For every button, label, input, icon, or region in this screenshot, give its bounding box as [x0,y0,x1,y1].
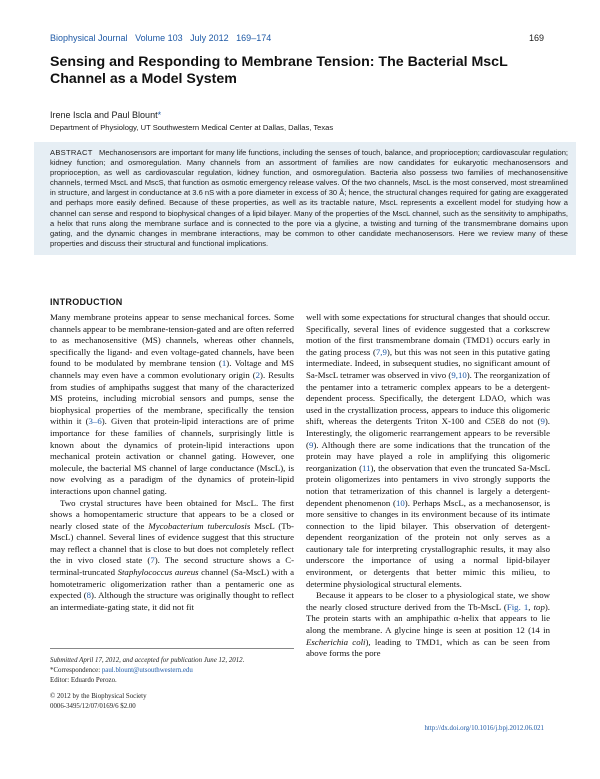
article-title: Sensing and Responding to Membrane Tension: The Bacterial MscL Channel as a Model System [50,54,508,87]
body-column-left [50,312,294,613]
abstract-label: ABSTRACT [50,148,93,157]
species-name: Escherichia coli [306,636,366,647]
citation-link[interactable]: 2 [255,369,261,380]
running-header [50,33,544,47]
citation-link[interactable]: 9 [308,439,314,450]
journal-date: July 2012 [190,33,229,43]
citation-link[interactable]: 9 [540,416,545,427]
citation-link[interactable]: 10 [395,497,405,508]
text-run: ). Perhaps MscL, as a mechanosensor, is more sensitive to changes in its environment because of its intimate connection to the lipid bilayer. This observation of detergent-dependent reorganization of the protein not only serves as a cautionary tale for interpreting crystallographic results, it may also underscore the importance of using a normal lipid-bilayer environment, or detergents that better mimic this milieu, to determine physiological structural elements. [306,497,551,589]
text-run: ). The second structure shows a C-terminal-truncated [50,555,294,578]
species-name: Mycobacterium tuberculosis [148,520,251,531]
body-column-right [306,312,550,660]
citation-link[interactable]: 7 [150,555,155,566]
citation-link[interactable]: 7,9 [375,346,387,357]
text-run: ), leading to TMD1, which as can be seen from above forms the pore [306,636,550,659]
journal-volume: Volume 103 [135,33,183,43]
text-run: channel (Sa-MscL) with a homotetrameric oligomerization rather than a pentameric one as expected ( [50,567,294,601]
citation-link[interactable]: 11 [362,462,371,473]
text-run: ). Given that protein-lipid interactions are of prime importance for these families of channels, surprisingly little is known about the dynamics of protein-lipid interactions upon mechanical protein activation or channel gating. However, one molecule, the bacterial MS channel of large conductance (MscL), is now evolving as a paradigm of the dynamics of protein-lipid interactions upon channel gating. [50,416,295,496]
paragraph [50,312,294,498]
text-run: , [528,601,534,612]
editor-line: Editor: Eduardo Perozo. [50,677,117,685]
page-number: 169 [528,33,544,43]
text-run: ). Although the structure was originally thought to reflect an intermediate-gating state, it did not fit [50,590,294,612]
affiliation: Department of Physiology, UT Southwestern Medical Center at Dallas, Dallas, Texas [50,123,334,132]
doi-link[interactable]: http://dx.doi.org/10.1016/j.bpj.2012.06.021 [424,725,544,732]
journal-name: Biophysical Journal [50,33,128,43]
text-run: ). The reorganization of the pentamer into a tetrameric complex appears to be a detergent-dependent process. Specifically, the detergent LDAO, which was used in the crystallization process, appears to induce this oligomeric shift, whereas the detergents Triton X-100 and C5E8 do not ( [306,369,550,427]
figure-link[interactable]: Fig. 1 [506,601,529,612]
text-run: ). Voltage and MS channels may even have a common evolutionary origin ( [50,358,294,380]
text-run: well with some expectations for structural changes that should occur. Specifically, several lines of evidence suggested that a corkscrew motion of the first transmembrane domain (TMD1) occurs early in the gating process ( [306,312,550,357]
abstract-text: Mechanosensors are important for many life functions, including the senses of touch, balance, and proprioception; cardiovascular regulation; kidney function; and osmoregulation. Many channels from an assortment of families are now candidates for eukaryotic mechanosensors and proprioception, as well as cardiovascular regulation, kidney function, and osmoregulation. Bacteria also possess two families of mechanosensitive channels, termed MscL and MscS, that function as osmotic emergency release valves. Of the two channels, MscL is the most conserved, most streamlined in structure, and largest in conductance at 3.6 nS with a pore diameter in excess of 30 Å; hence, the structural changes required for gating are exaggerated and perhaps more easily defined. Because of these properties, as well as its tractable nature, MscL represents a excellent model for studying how a channel can sense and respond to biophysical changes of a lipid bilayer. Many of the properties of the MscL channel, such as the sensitivity to amphipaths, a helix that runs along the membrane surface and is connected to the pore via a glycine, a twisting and turning of the transmembrane domains upon gating, and the dynamic changes in membrane interactions, may be common to other candidate mechanosensors. Here we review many of these properties and discuss their structural and functional implications. [50,148,569,248]
author-line [50,110,161,120]
citation-link[interactable]: 3–6 [88,416,102,427]
paragraph [50,498,294,614]
correspondence [50,666,294,676]
text-run: Two crystal structures have been obtained for MscL. The first shows a homopentameric structure that appears to be a closed or nearly closed state of the [50,497,294,531]
correspondence-label: *Correspondence: [50,667,102,675]
footnotes [50,648,294,712]
text-run: MscL (Tb-MscL) channel. Several lines of evidence suggest that this structure may reflect a channel that is close to but does not completely reflect the in vivo closed state ( [50,520,294,566]
copyright-line: © 2012 by the Biophysical Society [50,692,147,700]
correspondence-email[interactable]: paul.blount@utsouthwestern.edu [101,667,193,675]
journal-pages: 169–174 [236,33,272,43]
text-run: ), the observation that even the truncated Sa-MscL protein oligomerizes into pentamers in vivo strongly supports the notion that tetramerization of this channel is largely a detergent-dependent phenomenon ( [306,462,550,508]
citation-link[interactable]: 9,10 [451,369,467,380]
emphasis: top [533,601,545,612]
text-run: ), but this was not seen in this putative gating intermediate. Indeed, in subsequent studies, no significant amount of Sa-MscL tetramer was observed in vivo ( [306,346,550,380]
text-run: ). Interestingly, the oligomeric rearrangement appears to be reversible ( [306,416,550,450]
citation-link[interactable]: 8 [86,590,92,601]
paragraph [306,590,550,660]
text-run: Many membrane proteins appear to sense mechanical forces. Some channels appear to be membrane-tension-gated and are often referred to as mechanosensitive (MS) channels, whereas other channels, specifically the ligand- and even voltage-gated channels, have been found to be modulated by membrane tension ( [50,312,294,369]
author-names: Irene Iscla and Paul Blount [50,110,158,120]
abstract-box [34,142,576,255]
submission-text: Submitted April 17, 2012, and accepted for publication June 12, 2012. [50,657,245,664]
section-heading: INTRODUCTION [50,297,123,307]
citation-link[interactable]: 1 [221,358,227,369]
text-run: Because it appears to be closer to a physiological state, we show the nearly closed structure derived from the Tb-MscL ( [306,590,550,612]
text-run: ). The protein starts with an amphipathic α-helix that appears to lie along the membrane. A glycine hinge is seen at position 12 (14 in [306,601,550,636]
correspondence-marker[interactable]: * [157,110,162,120]
text-run: ). Although there are some indications that the truncation of the protein may have played a role in amplifying this oligomeric reorganization ( [306,439,550,473]
submission-dates [50,656,294,666]
paragraph [306,312,550,590]
text-run: ). Results from studies of amphipaths suggest that many of the characterized MS proteins, including microbial sensors and pumps, sense the biophysical properties of the membrane, specifically the tension within it ( [50,369,295,427]
journal-citation[interactable] [50,33,271,43]
species-name: Staphylococcus aureus [117,567,199,578]
issn-line: 0006-3495/12/07/0169/6 $2.00 [50,702,136,710]
